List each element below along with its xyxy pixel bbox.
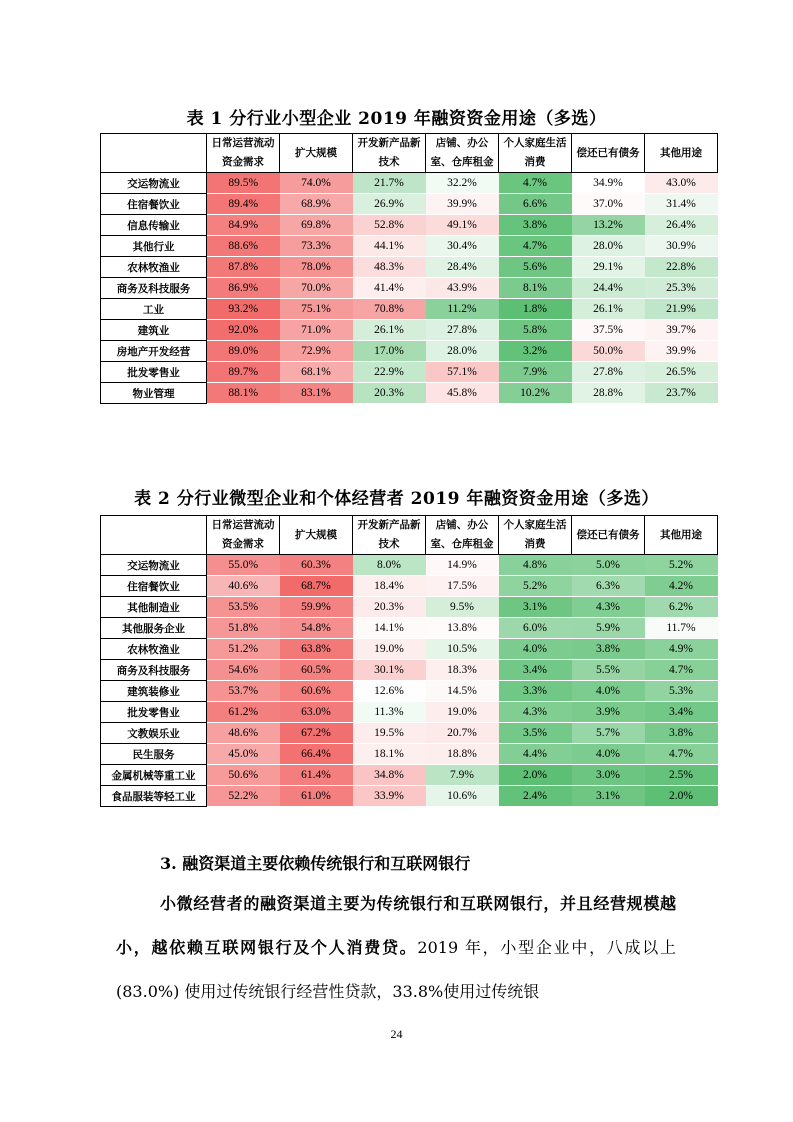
data-cell: 59.9%	[280, 597, 353, 618]
data-cell: 54.6%	[207, 660, 280, 681]
data-cell: 12.6%	[353, 681, 426, 702]
paragraph-rest: 2019 年，小型企业中，八成以上 (83.0%) 使用过传统银行经营性贷款，33.8%使用过传统银	[116, 938, 676, 1001]
table1-header-row	[101, 134, 718, 173]
data-cell: 61.2%	[207, 702, 280, 723]
data-cell: 26.5%	[645, 362, 718, 383]
table2-header-row	[101, 516, 718, 555]
data-cell: 14.9%	[426, 555, 499, 576]
data-cell: 37.5%	[572, 320, 645, 341]
data-cell: 83.1%	[280, 383, 353, 404]
data-cell: 3.9%	[572, 702, 645, 723]
data-cell: 2.5%	[645, 765, 718, 786]
row-label: 交运物流业	[101, 173, 207, 194]
data-cell: 70.0%	[280, 278, 353, 299]
table2-caption: 表 2 分行业微型企业和个体经营者 2019 年融资资金用途（多选）	[134, 489, 659, 509]
row-label: 住宿餐饮业	[101, 194, 207, 215]
column-header: 偿还已有债务	[572, 516, 645, 555]
data-cell: 4.7%	[645, 660, 718, 681]
data-cell: 44.1%	[353, 236, 426, 257]
column-header: 开发新产品新技术	[353, 134, 426, 173]
data-cell: 45.0%	[207, 744, 280, 765]
data-cell: 5.2%	[645, 555, 718, 576]
data-cell: 8.1%	[499, 278, 572, 299]
data-cell: 4.0%	[572, 681, 645, 702]
data-cell: 34.8%	[353, 765, 426, 786]
table-row	[101, 786, 718, 807]
data-cell: 4.7%	[645, 744, 718, 765]
data-cell: 92.0%	[207, 320, 280, 341]
data-cell: 54.8%	[280, 618, 353, 639]
data-cell: 23.7%	[645, 383, 718, 404]
data-cell: 20.7%	[426, 723, 499, 744]
data-cell: 26.1%	[572, 299, 645, 320]
row-label: 商务及科技服务	[101, 660, 207, 681]
data-cell: 30.1%	[353, 660, 426, 681]
column-header: 其他用途	[645, 134, 718, 173]
data-cell: 4.3%	[572, 597, 645, 618]
row-label: 信息传输业	[101, 215, 207, 236]
data-cell: 45.8%	[426, 383, 499, 404]
data-cell: 51.2%	[207, 639, 280, 660]
data-cell: 6.2%	[645, 597, 718, 618]
data-cell: 3.4%	[499, 660, 572, 681]
data-cell: 28.4%	[426, 257, 499, 278]
row-label: 物业管理	[101, 383, 207, 404]
table-row	[101, 660, 718, 681]
column-header: 其他用途	[645, 516, 718, 555]
data-cell: 3.8%	[645, 723, 718, 744]
table-row	[101, 765, 718, 786]
column-header: 店铺、办公室、仓库租金	[426, 516, 499, 555]
row-label: 其他服务企业	[101, 618, 207, 639]
data-cell: 93.2%	[207, 299, 280, 320]
data-cell: 60.6%	[280, 681, 353, 702]
data-cell: 6.3%	[572, 576, 645, 597]
data-cell: 6.0%	[499, 618, 572, 639]
data-cell: 30.9%	[645, 236, 718, 257]
row-label: 交运物流业	[101, 555, 207, 576]
data-cell: 11.2%	[426, 299, 499, 320]
data-cell: 50.0%	[572, 341, 645, 362]
row-label: 批发零售业	[101, 362, 207, 383]
data-cell: 18.8%	[426, 744, 499, 765]
table1-caption: 表 1 分行业小型企业 2019 年融资资金用途（多选）	[186, 109, 607, 129]
row-label: 其他制造业	[101, 597, 207, 618]
data-cell: 3.0%	[572, 765, 645, 786]
column-header: 开发新产品新技术	[353, 516, 426, 555]
data-cell: 88.1%	[207, 383, 280, 404]
section-paragraph	[116, 882, 676, 1014]
data-cell: 10.6%	[426, 786, 499, 807]
corner-cell	[101, 134, 207, 173]
table1-body	[101, 173, 718, 404]
data-cell: 48.6%	[207, 723, 280, 744]
data-cell: 68.1%	[280, 362, 353, 383]
data-cell: 2.0%	[499, 765, 572, 786]
data-cell: 74.0%	[280, 173, 353, 194]
row-label: 农林牧渔业	[101, 639, 207, 660]
data-cell: 4.0%	[499, 639, 572, 660]
data-cell: 27.8%	[426, 320, 499, 341]
data-cell: 43.0%	[645, 173, 718, 194]
data-cell: 18.4%	[353, 576, 426, 597]
data-cell: 28.0%	[572, 236, 645, 257]
data-cell: 4.4%	[499, 744, 572, 765]
data-cell: 26.4%	[645, 215, 718, 236]
table-row	[101, 744, 718, 765]
table-row	[101, 173, 718, 194]
data-cell: 4.8%	[499, 555, 572, 576]
data-cell: 18.3%	[426, 660, 499, 681]
data-cell: 41.4%	[353, 278, 426, 299]
table-row	[101, 236, 718, 257]
row-label: 食品服装等轻工业	[101, 786, 207, 807]
data-cell: 71.0%	[280, 320, 353, 341]
data-cell: 84.9%	[207, 215, 280, 236]
data-cell: 40.6%	[207, 576, 280, 597]
table-row	[101, 383, 718, 404]
row-label: 文教娱乐业	[101, 723, 207, 744]
data-cell: 55.0%	[207, 555, 280, 576]
data-cell: 17.5%	[426, 576, 499, 597]
data-cell: 66.4%	[280, 744, 353, 765]
data-cell: 7.9%	[499, 362, 572, 383]
data-cell: 3.1%	[572, 786, 645, 807]
row-label: 建筑装修业	[101, 681, 207, 702]
data-cell: 17.0%	[353, 341, 426, 362]
data-cell: 3.5%	[499, 723, 572, 744]
data-cell: 4.7%	[499, 236, 572, 257]
data-cell: 11.7%	[645, 618, 718, 639]
data-cell: 13.2%	[572, 215, 645, 236]
table-row	[101, 257, 718, 278]
data-cell: 26.9%	[353, 194, 426, 215]
row-label: 建筑业	[101, 320, 207, 341]
data-cell: 68.7%	[280, 576, 353, 597]
data-cell: 8.0%	[353, 555, 426, 576]
data-cell: 69.8%	[280, 215, 353, 236]
data-cell: 14.5%	[426, 681, 499, 702]
table-row	[101, 702, 718, 723]
data-cell: 24.4%	[572, 278, 645, 299]
data-cell: 11.3%	[353, 702, 426, 723]
data-cell: 5.8%	[499, 320, 572, 341]
table-row	[101, 576, 718, 597]
data-cell: 78.0%	[280, 257, 353, 278]
data-cell: 26.1%	[353, 320, 426, 341]
data-cell: 19.5%	[353, 723, 426, 744]
data-cell: 5.0%	[572, 555, 645, 576]
row-label: 其他行业	[101, 236, 207, 257]
data-cell: 39.9%	[426, 194, 499, 215]
corner-cell	[101, 516, 207, 555]
data-cell: 60.5%	[280, 660, 353, 681]
data-cell: 30.4%	[426, 236, 499, 257]
data-cell: 19.0%	[353, 639, 426, 660]
data-cell: 68.9%	[280, 194, 353, 215]
column-header: 个人家庭生活消费	[499, 134, 572, 173]
column-header: 偿还已有债务	[572, 134, 645, 173]
data-cell: 31.4%	[645, 194, 718, 215]
table-row	[101, 723, 718, 744]
column-header: 日常运营流动资金需求	[207, 516, 280, 555]
data-cell: 28.8%	[572, 383, 645, 404]
data-cell: 5.5%	[572, 660, 645, 681]
data-cell: 5.7%	[572, 723, 645, 744]
data-cell: 39.7%	[645, 320, 718, 341]
data-cell: 50.6%	[207, 765, 280, 786]
table-row	[101, 597, 718, 618]
column-header: 个人家庭生活消费	[499, 516, 572, 555]
data-cell: 87.8%	[207, 257, 280, 278]
data-cell: 86.9%	[207, 278, 280, 299]
row-label: 商务及科技服务	[101, 278, 207, 299]
data-cell: 52.2%	[207, 786, 280, 807]
data-cell: 52.8%	[353, 215, 426, 236]
data-cell: 63.0%	[280, 702, 353, 723]
data-cell: 27.8%	[572, 362, 645, 383]
data-cell: 3.2%	[499, 341, 572, 362]
data-cell: 57.1%	[426, 362, 499, 383]
data-cell: 3.8%	[499, 215, 572, 236]
data-cell: 39.9%	[645, 341, 718, 362]
data-cell: 61.0%	[280, 786, 353, 807]
column-header: 扩大规模	[280, 134, 353, 173]
data-cell: 5.9%	[572, 618, 645, 639]
data-cell: 60.3%	[280, 555, 353, 576]
row-label: 房地产开发经营	[101, 341, 207, 362]
table-row	[101, 278, 718, 299]
data-cell: 4.9%	[645, 639, 718, 660]
data-cell: 73.3%	[280, 236, 353, 257]
data-cell: 4.2%	[645, 576, 718, 597]
data-cell: 67.2%	[280, 723, 353, 744]
data-cell: 19.0%	[426, 702, 499, 723]
table-row	[101, 555, 718, 576]
data-cell: 89.7%	[207, 362, 280, 383]
data-cell: 9.5%	[426, 597, 499, 618]
column-header: 日常运营流动资金需求	[207, 134, 280, 173]
table-row	[101, 320, 718, 341]
data-cell: 53.5%	[207, 597, 280, 618]
data-cell: 34.9%	[572, 173, 645, 194]
data-cell: 2.0%	[645, 786, 718, 807]
table2-body	[101, 555, 718, 807]
row-label: 住宿餐饮业	[101, 576, 207, 597]
data-cell: 49.1%	[426, 215, 499, 236]
data-cell: 22.9%	[353, 362, 426, 383]
data-cell: 1.8%	[499, 299, 572, 320]
row-label: 批发零售业	[101, 702, 207, 723]
table-row	[101, 681, 718, 702]
data-cell: 13.8%	[426, 618, 499, 639]
data-cell: 14.1%	[353, 618, 426, 639]
table-row	[101, 362, 718, 383]
page-number: 24	[390, 1027, 403, 1041]
row-label: 工业	[101, 299, 207, 320]
table-row	[101, 618, 718, 639]
data-cell: 32.2%	[426, 173, 499, 194]
data-cell: 37.0%	[572, 194, 645, 215]
data-cell: 53.7%	[207, 681, 280, 702]
data-cell: 51.8%	[207, 618, 280, 639]
data-cell: 75.1%	[280, 299, 353, 320]
data-cell: 25.3%	[645, 278, 718, 299]
data-cell: 70.8%	[353, 299, 426, 320]
data-cell: 10.5%	[426, 639, 499, 660]
data-cell: 33.9%	[353, 786, 426, 807]
data-cell: 88.6%	[207, 236, 280, 257]
table-row	[101, 639, 718, 660]
data-cell: 5.2%	[499, 576, 572, 597]
data-cell: 3.8%	[572, 639, 645, 660]
data-cell: 7.9%	[426, 765, 499, 786]
data-cell: 4.0%	[572, 744, 645, 765]
data-cell: 20.3%	[353, 383, 426, 404]
data-cell: 5.6%	[499, 257, 572, 278]
data-cell: 20.3%	[353, 597, 426, 618]
data-cell: 18.1%	[353, 744, 426, 765]
row-label: 金属机械等重工业	[101, 765, 207, 786]
table-row	[101, 194, 718, 215]
table-row	[101, 215, 718, 236]
paragraph-bold-lead: 小微经营者的融资渠道主要为传统银行和互联网银行，并且经营规模越小，越依赖互联网银行及个人消费贷。	[116, 894, 676, 957]
data-cell: 89.5%	[207, 173, 280, 194]
data-cell: 61.4%	[280, 765, 353, 786]
data-cell: 43.9%	[426, 278, 499, 299]
data-cell: 3.1%	[499, 597, 572, 618]
data-cell: 21.7%	[353, 173, 426, 194]
data-cell: 4.7%	[499, 173, 572, 194]
row-label: 民生服务	[101, 744, 207, 765]
table-row	[101, 341, 718, 362]
data-cell: 2.4%	[499, 786, 572, 807]
data-cell: 6.6%	[499, 194, 572, 215]
data-cell: 21.9%	[645, 299, 718, 320]
data-cell: 4.3%	[499, 702, 572, 723]
data-cell: 89.0%	[207, 341, 280, 362]
data-cell: 72.9%	[280, 341, 353, 362]
table1	[100, 133, 718, 404]
section-heading: 3. 融资渠道主要依赖传统银行和互联网银行	[160, 854, 471, 873]
table-row	[101, 299, 718, 320]
table2	[100, 515, 718, 807]
data-cell: 22.8%	[645, 257, 718, 278]
data-cell: 63.8%	[280, 639, 353, 660]
data-cell: 28.0%	[426, 341, 499, 362]
column-header: 扩大规模	[280, 516, 353, 555]
data-cell: 10.2%	[499, 383, 572, 404]
data-cell: 29.1%	[572, 257, 645, 278]
data-cell: 48.3%	[353, 257, 426, 278]
column-header: 店铺、办公室、仓库租金	[426, 134, 499, 173]
data-cell: 89.4%	[207, 194, 280, 215]
data-cell: 3.3%	[499, 681, 572, 702]
row-label: 农林牧渔业	[101, 257, 207, 278]
data-cell: 3.4%	[645, 702, 718, 723]
data-cell: 5.3%	[645, 681, 718, 702]
